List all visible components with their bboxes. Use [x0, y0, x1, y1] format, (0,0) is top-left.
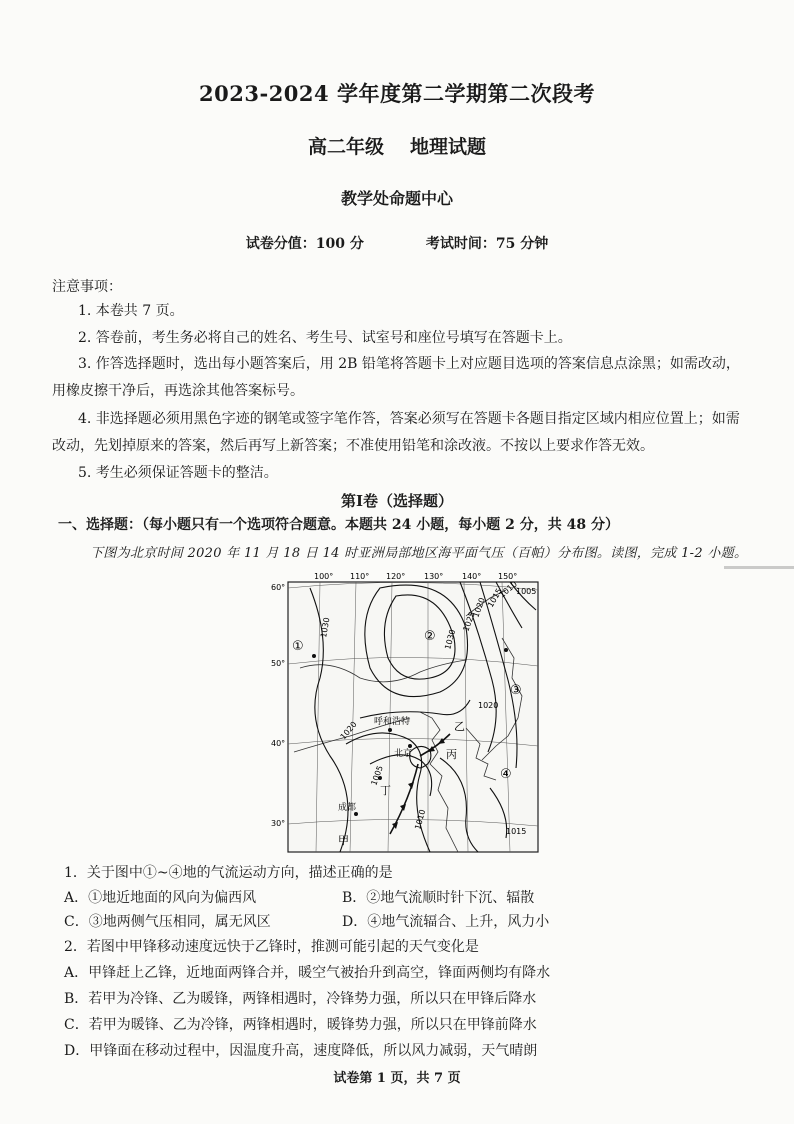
question-1-option-c: C．③地两侧气压相同，属无风区 — [64, 914, 271, 930]
point-label: ① — [292, 639, 304, 654]
question-1-option-d: D．④地气流辐合、上升，风力小 — [342, 914, 550, 930]
exam-meta — [0, 233, 794, 253]
isobar-label: 1010 — [497, 579, 519, 600]
point-label: 丙 — [446, 748, 457, 761]
lat-label: 60° — [271, 583, 286, 592]
time-label: 考试时间：75 分钟 — [425, 236, 549, 252]
note-item: 5. 考生必须保证答题卡的整洁。 — [78, 465, 278, 481]
isobar-label: 1010 — [413, 808, 428, 831]
scan-smudge — [724, 566, 794, 569]
note-item: 1. 本卷共 7 页。 — [78, 303, 184, 319]
place-label: 呼和浩特 — [374, 717, 411, 727]
exam-subtitle — [0, 132, 794, 159]
lon-label: 100° — [314, 572, 334, 581]
isobar-label: 1030 — [319, 616, 332, 639]
lon-label: 130° — [424, 572, 444, 581]
question-2-option-b: B．若甲为冷锋、乙为暖锋，两锋相遇时，冷锋势力强，所以只在甲锋后降水 — [64, 991, 537, 1007]
lat-label: 30° — [271, 819, 286, 828]
isobar-label: 1015 — [485, 586, 504, 609]
grade-label: 高二年级 — [307, 136, 384, 158]
notes-title: 注意事项： — [52, 279, 122, 295]
isobar-label: 1020 — [478, 701, 499, 710]
question-1-option-a: A．①地近地面的风向为偏西风 — [64, 890, 257, 906]
point-label: ② — [424, 629, 436, 644]
subject-label: 地理试题 — [410, 136, 487, 158]
question-2-option-a: A．甲锋赶上乙锋，近地面两锋合并，暖空气被抬升到高空，锋面两侧均有降水 — [64, 965, 551, 981]
map-intro: 下图为北京时间 2020 年 11 月 18 日 14 时亚洲局部地区海平面气压（百帕）分布图。读图，完成 1-2 小题。 — [90, 546, 748, 561]
lon-label: 150° — [498, 572, 518, 581]
place-label: 成都 — [338, 803, 357, 813]
point-label: 甲 — [338, 834, 349, 847]
note-item: 2. 答卷前，考生务必将自己的姓名、考生号、试室号和座位号填写在答题卡上。 — [78, 330, 572, 346]
question-2-option-d: D．甲锋面在移动过程中，因温度升高，速度降低，所以风力减弱，天气晴朗 — [64, 1043, 538, 1059]
pressure-map — [270, 568, 540, 858]
question-1-option-b: B．②地气流顺时针下沉、辐散 — [342, 890, 535, 906]
point-label: 丁 — [380, 784, 391, 797]
isobar-label: 1005 — [516, 587, 537, 596]
question-2-option-c: C．若甲为暖锋、乙为冷锋，两锋相遇时，暖锋势力强，所以只在甲锋前降水 — [64, 1017, 537, 1033]
section-instruction: 一、选择题：（每小题只有一个选项符合题意。本题共 24 小题，每小题 2 分，共 48 分） — [58, 517, 619, 533]
section-title: 第Ⅰ卷（选择题） — [340, 492, 454, 510]
lon-label: 110° — [350, 572, 370, 581]
lon-label: 120° — [386, 572, 406, 581]
point-label: ③ — [510, 683, 522, 698]
lon-label: 140° — [462, 572, 482, 581]
isobar-label: 1020 — [338, 719, 359, 742]
score-label: 试卷分值：100 分 — [245, 236, 364, 252]
point-label: ④ — [500, 767, 512, 782]
isobar-label: 1025 — [461, 610, 477, 633]
question-1-stem: 1．关于图中①~④地的气流运动方向，描述正确的是 — [64, 865, 393, 881]
org-label: 教学处命题中心 — [340, 189, 453, 208]
isobar-label: 1030 — [443, 628, 458, 651]
lat-label: 50° — [271, 659, 286, 668]
page-footer: 试卷第 1 页，共 7 页 — [333, 1071, 461, 1086]
point-label: 乙 — [454, 720, 465, 733]
exam-title: 2023-2024 学年度第二学期第二次段考 — [199, 81, 595, 106]
isobar-label: 1005 — [369, 764, 385, 787]
note-item: 4. 非选择题必须用黑色字迹的钢笔或签字笔作答，答案必须写在答题卡各题目指定区域内相应位置上；如需改动，先划掉原来的答案，然后再写上新答案；不准使用铅笔和涂改液。不按以上要求作答无效。 — [52, 411, 740, 454]
note-item: 3. 作答选择题时，选出每小题答案后，用 2B 铅笔将答题卡上对应题目选项的答案信息点涂黑；如需改动，用橡皮擦干净后，再选涂其他答案标号。 — [52, 356, 740, 399]
isobar-label: 1020 — [471, 596, 487, 619]
place-label: 北京 — [394, 749, 413, 759]
isobar-label: 1015 — [506, 827, 527, 836]
lat-label: 40° — [271, 739, 286, 748]
question-2-stem: 2．若图中甲锋移动速度远快于乙锋时，推测可能引起的天气变化是 — [64, 939, 479, 955]
